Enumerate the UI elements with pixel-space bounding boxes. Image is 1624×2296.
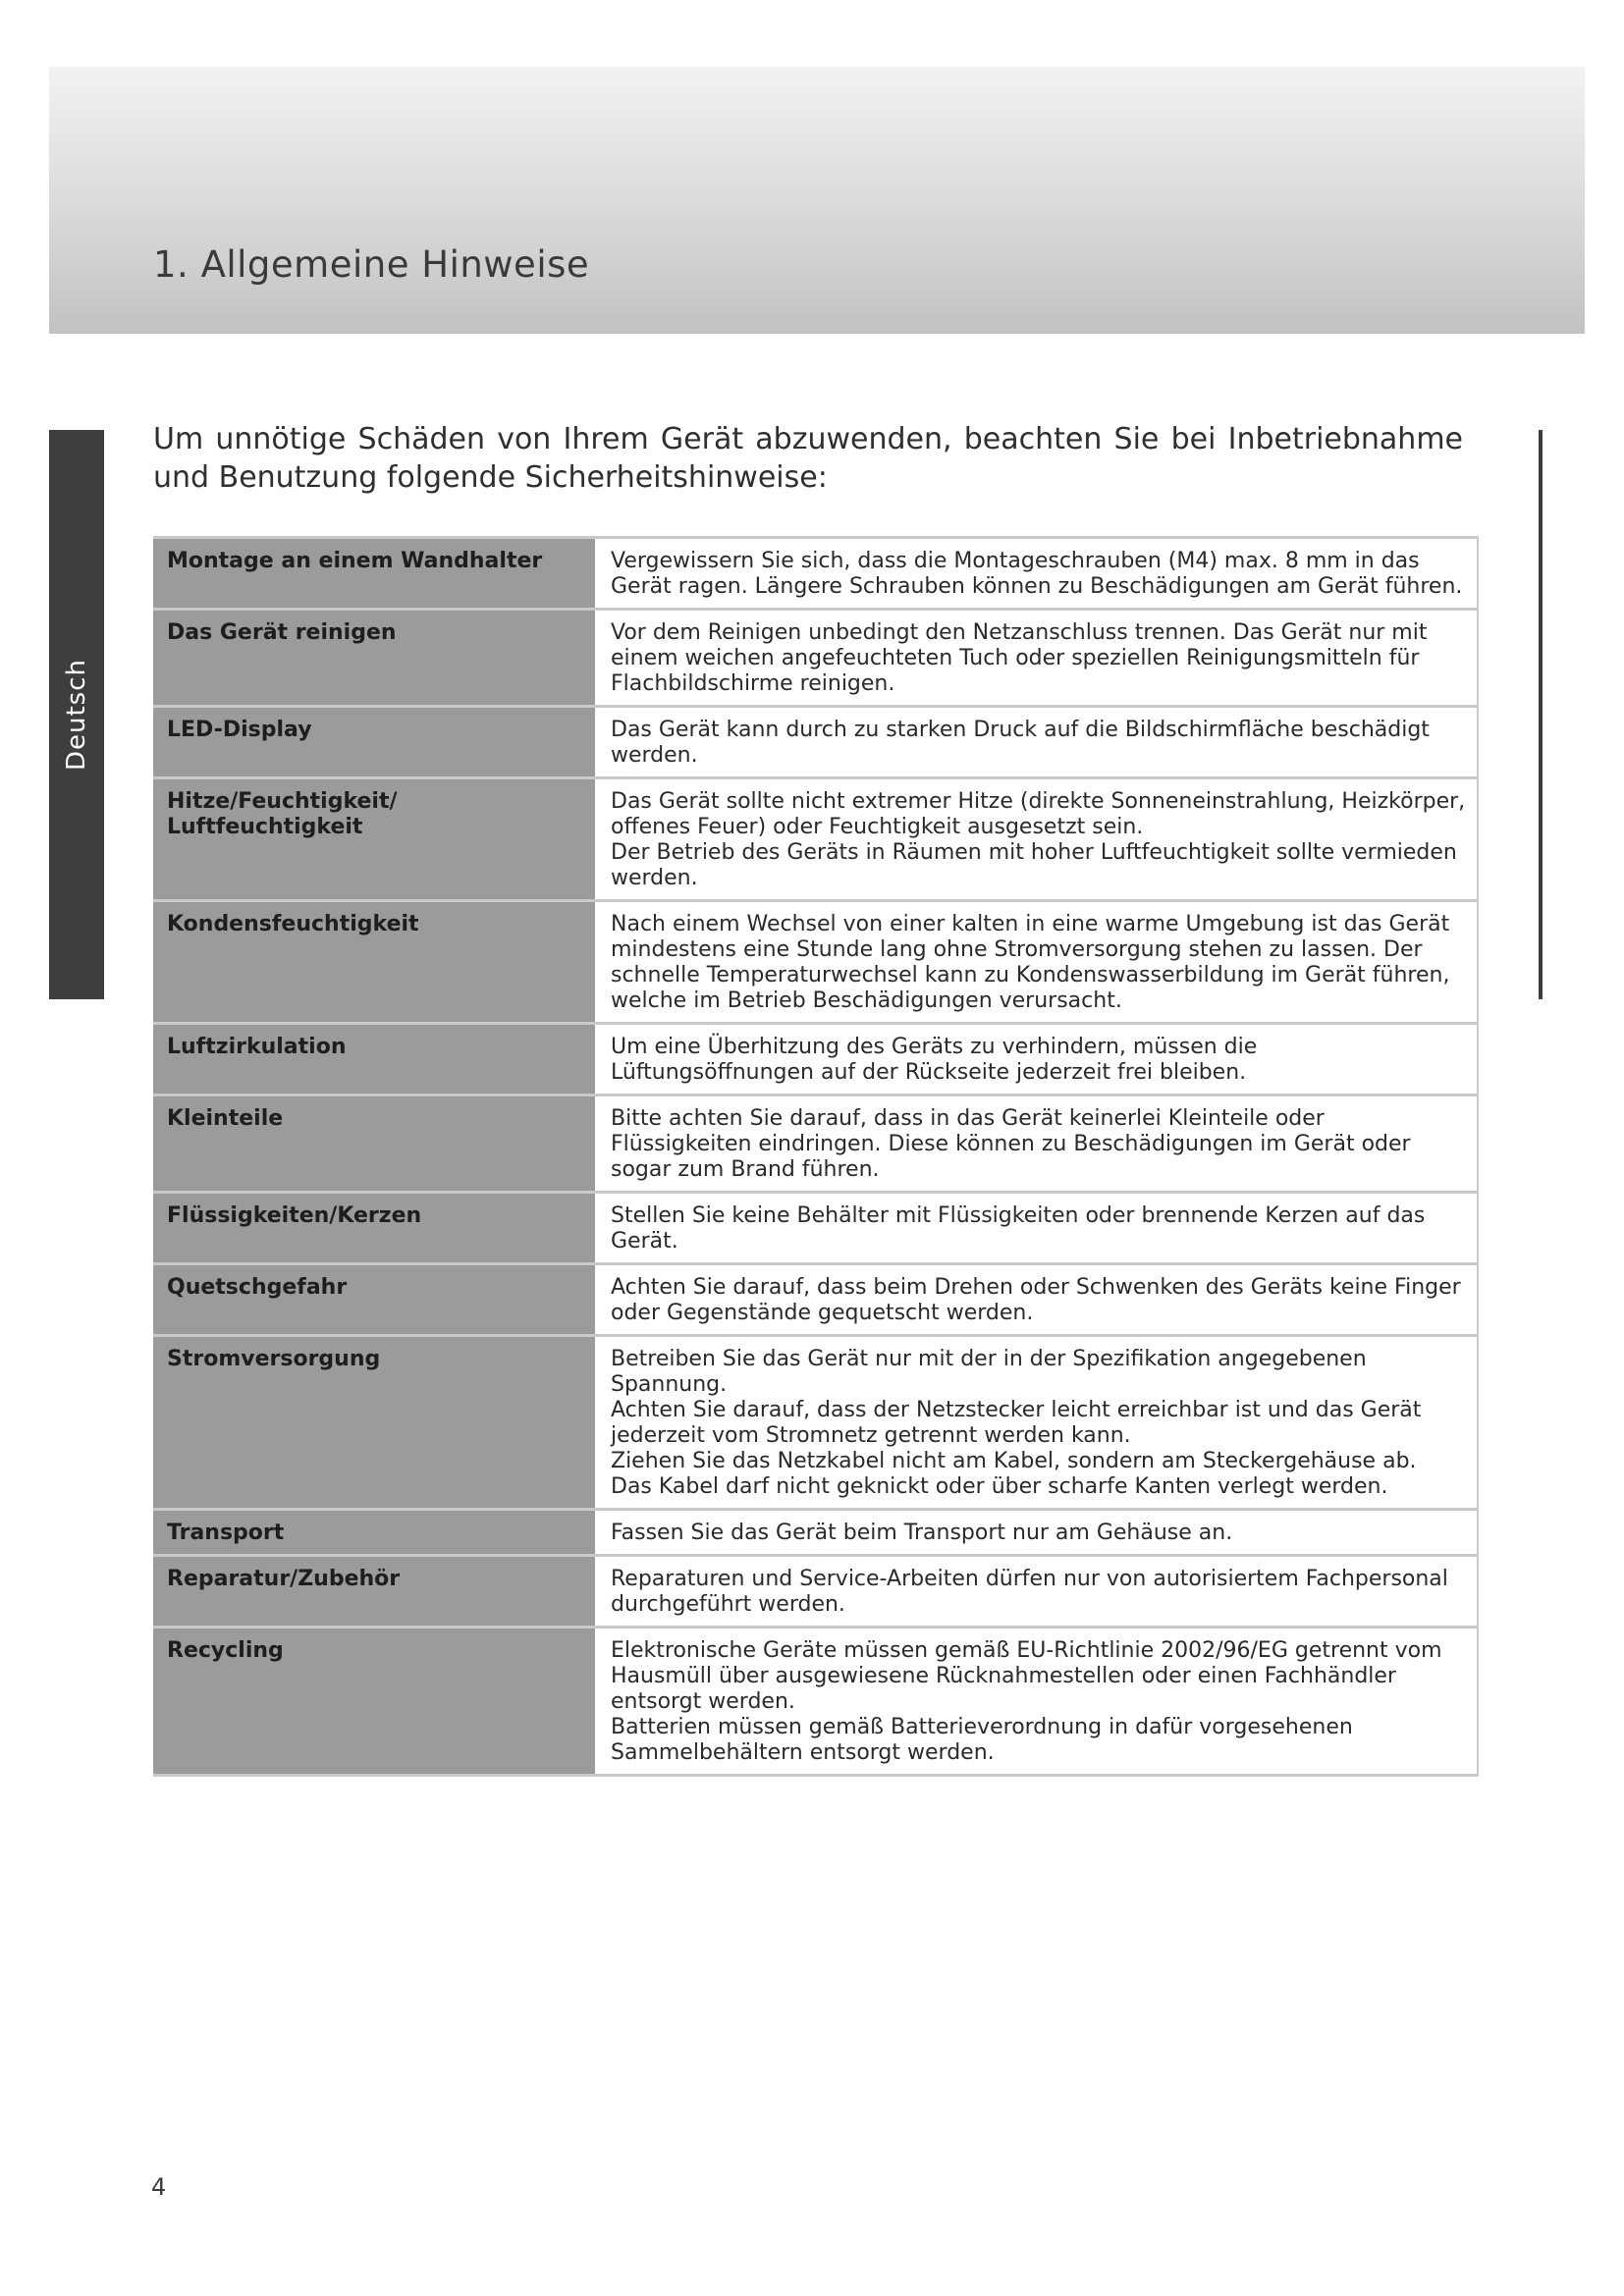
- safety-note-row: [153, 1024, 1478, 1095]
- safety-note-label: Reparatur/Zubehör: [153, 1556, 595, 1628]
- safety-note-label: Stromversorgung: [153, 1336, 595, 1510]
- safety-note-text: [595, 1556, 1478, 1628]
- safety-note-paragraph: Ziehen Sie das Netzkabel nicht am Kabel, sondern am Steckergehäuse ab.: [611, 1449, 1417, 1473]
- safety-note-paragraph: Fassen Sie das Gerät beim Transport nur am Gehäuse an.: [611, 1521, 1233, 1545]
- safety-note-row: [153, 901, 1478, 1024]
- right-margin-rule: [1539, 430, 1543, 999]
- safety-note-paragraph: Reparaturen und Service-Arbeiten dürfen nur von autorisiertem Fachpersonal durchgeführt werden.: [611, 1567, 1448, 1617]
- safety-note-row: [153, 538, 1478, 610]
- safety-note-row: [153, 1556, 1478, 1628]
- safety-note-text: [595, 1336, 1478, 1510]
- intro-paragraph: Um unnötige Schäden von Ihrem Gerät abzuwenden, beachten Sie bei Inbetriebnahme und Benutzung folgende Sicherheitshinweise:: [153, 422, 1463, 495]
- safety-note-label: Kleinteile: [153, 1095, 595, 1193]
- safety-note-label: Quetschgefahr: [153, 1264, 595, 1336]
- safety-note-text: [595, 778, 1478, 901]
- safety-note-label: LED-Display: [153, 707, 595, 778]
- safety-note-label: Hitze/Feuchtigkeit/ Luftfeuchtigkeit: [153, 778, 595, 901]
- safety-note-row: [153, 1336, 1478, 1510]
- safety-note-paragraph: Bitte achten Sie darauf, dass in das Gerät keinerlei Kleinteile oder Flüssigkeiten eindringen. Diese können zu Beschädigungen im Gerät oder sogar zum Brand führen.: [611, 1106, 1411, 1182]
- safety-note-paragraph: Vergewissern Sie sich, dass die Montageschrauben (M4) max. 8 mm in das Gerät ragen. Längere Schrauben können zu Beschädigungen am Gerät führen.: [611, 549, 1463, 599]
- safety-notes-table: [153, 536, 1479, 1777]
- safety-note-paragraph: Stellen Sie keine Behälter mit Flüssigkeiten oder brennende Kerzen auf das Gerät.: [611, 1203, 1426, 1254]
- safety-note-paragraph: Nach einem Wechsel von einer kalten in eine warme Umgebung ist das Gerät mindestens eine Stunde lang ohne Stromversorgung stehen zu lassen. Der schnelle Temperaturwechsel kann zu Kondenswasserbildung im Gerät führen, welche im Betrieb Beschädigungen verursacht.: [611, 912, 1450, 1013]
- safety-note-label: Das Gerät reinigen: [153, 610, 595, 707]
- safety-note-label: Transport: [153, 1510, 595, 1556]
- safety-note-label: Kondensfeuchtigkeit: [153, 901, 595, 1024]
- safety-note-row: [153, 610, 1478, 707]
- page-number: 4: [151, 2173, 167, 2201]
- safety-note-paragraph: Vor dem Reinigen unbedingt den Netzanschluss trennen. Das Gerät nur mit einem weichen angefeuchteten Tuch oder speziellen Reinigungsmitteln für Flachbildschirme reinigen.: [611, 620, 1428, 696]
- safety-note-paragraph: Um eine Überhitzung des Geräts zu verhindern, müssen die Lüftungsöffnungen auf der Rückseite jederzeit frei bleiben.: [611, 1035, 1258, 1085]
- safety-note-text: [595, 610, 1478, 707]
- safety-note-paragraph: Der Betrieb des Geräts in Räumen mit hoher Luftfeuchtigkeit sollte vermieden werden.: [611, 840, 1457, 890]
- safety-note-text: [595, 707, 1478, 778]
- safety-note-text: [595, 538, 1478, 610]
- safety-note-text: [595, 1193, 1478, 1264]
- safety-note-row: [153, 1510, 1478, 1556]
- safety-note-paragraph: Achten Sie darauf, dass der Netzstecker leicht erreichbar ist und das Gerät jederzeit vom Stromnetz getrennt werden kann.: [611, 1398, 1422, 1448]
- safety-note-label: Recycling: [153, 1628, 595, 1776]
- safety-note-paragraph: Betreiben Sie das Gerät nur mit der in der Spezifikation angegebenen Spannung.: [611, 1347, 1367, 1397]
- safety-note-row: [153, 1095, 1478, 1193]
- safety-note-text: [595, 1024, 1478, 1095]
- safety-note-row: [153, 778, 1478, 901]
- safety-note-text: [595, 1095, 1478, 1193]
- safety-notes-body: [153, 538, 1478, 1776]
- safety-note-text: [595, 901, 1478, 1024]
- safety-note-paragraph: Das Gerät kann durch zu starken Druck auf die Bildschirmfläche beschädigt werden.: [611, 718, 1430, 768]
- language-tab-label: Deutsch: [62, 658, 91, 772]
- page-title: 1. Allgemeine Hinweise: [153, 243, 590, 286]
- safety-note-text: [595, 1510, 1478, 1556]
- safety-note-label: Flüssigkeiten/Kerzen: [153, 1193, 595, 1264]
- safety-note-row: [153, 1193, 1478, 1264]
- safety-note-row: [153, 1264, 1478, 1336]
- header-band: [49, 67, 1585, 334]
- safety-note-row: [153, 1628, 1478, 1776]
- safety-note-label: Luftzirkulation: [153, 1024, 595, 1095]
- safety-note-text: [595, 1264, 1478, 1336]
- safety-note-paragraph: Achten Sie darauf, dass beim Drehen oder Schwenken des Geräts keine Finger oder Gegenstände gequetscht werden.: [611, 1275, 1461, 1325]
- safety-note-paragraph: Das Kabel darf nicht geknickt oder über scharfe Kanten verlegt werden.: [611, 1474, 1388, 1499]
- safety-note-label: Montage an einem Wandhalter: [153, 538, 595, 610]
- safety-note-text: [595, 1628, 1478, 1776]
- safety-note-paragraph: Elektronische Geräte müssen gemäß EU-Richtlinie 2002/96/EG getrennt vom Hausmüll über ausgewiesene Rücknahmestellen oder einen Fachhändler entsorgt werden.: [611, 1638, 1442, 1714]
- language-side-tab: [49, 430, 104, 999]
- safety-note-paragraph: Batterien müssen gemäß Batterieverordnung in dafür vorgesehenen Sammelbehältern entsorgt werden.: [611, 1715, 1353, 1765]
- safety-note-row: [153, 707, 1478, 778]
- safety-note-paragraph: Das Gerät sollte nicht extremer Hitze (direkte Sonneneinstrahlung, Heizkörper, offenes Feuer) oder Feuchtigkeit ausgesetzt sein.: [611, 789, 1466, 839]
